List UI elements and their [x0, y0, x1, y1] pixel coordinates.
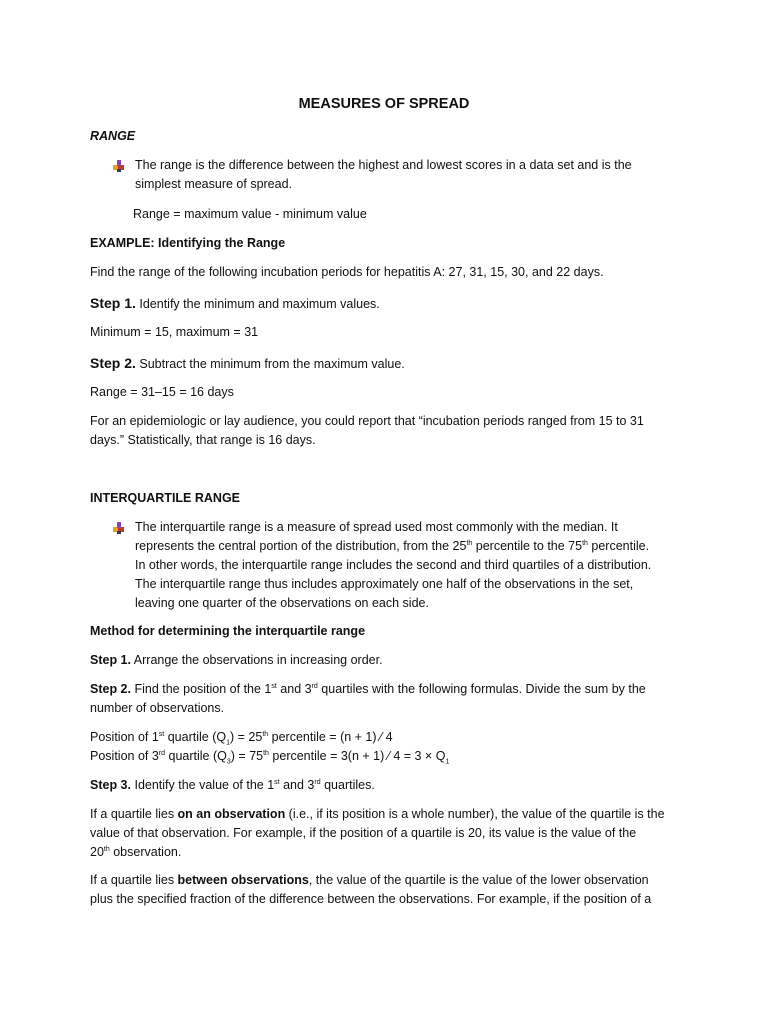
- range-definition: The range is the difference between the highest and lowest scores in a data set and is the simplest measure of spread.: [135, 158, 632, 191]
- method-heading: Method for determining the interquartile range: [90, 624, 366, 638]
- q3-formula: Position of 3rd quartile $(Q_3) = 75th$ percentile = 3(n + 1) ⁄ $4 = 3 \times Q_1$: [90, 749, 450, 766]
- bullet-icon: [112, 521, 126, 535]
- range-formula: Range = maximum value - minimum value: [133, 207, 367, 221]
- quartile-formulas: [90, 728, 690, 766]
- iqr-heading: INTERQUARTILE RANGE: [90, 491, 240, 505]
- between-observations-paragraph: If a quartile lies between observations, the value of the quartile is the value of the lower observation plus the specified fraction of the difference between the observations. For example, if the position of a: [90, 873, 652, 906]
- iqr-step-1: Step 1. Arrange the observations in increasing order.: [90, 653, 383, 667]
- range-heading: RANGE: [90, 129, 136, 143]
- q1-formula: Position of 1st quartile $(Q_1) = 25th$ percentile = (n + 1) ⁄ 4: [90, 730, 393, 747]
- example-heading: EXAMPLE: Identifying the Range: [90, 236, 286, 250]
- iqr-step-3: Step 3. Identify the value of the 1st and 3rd quartiles.: [90, 778, 375, 792]
- iqr-definition: The interquartile range is a measure of spread used most commonly with the median. It represents the central portion of the distribution, from the 25th percentile to the 75th percentile. In other words, the interquartile range includes the second and third quartiles of a distribution. The interquartile range thus includes approximately one half of the observations in the set, leaving one quarter of the observations on each side.: [135, 520, 652, 610]
- bullet-icon: [112, 159, 126, 173]
- on-observation-paragraph: If a quartile lies on an observation (i.e., if its position is a whole number), the value of the quartile is the value of that observation. For example, if the position of a quartile is 20, its value is the value of the 20th observation.: [90, 807, 665, 859]
- range-epi-note: For an epidemiologic or lay audience, you could report that “incubation periods ranged from 15 to 31 days.” Statistically, that range is 16 days.: [90, 414, 644, 447]
- page-title: MEASURES OF SPREAD: [298, 96, 470, 112]
- range-minmax: Minimum = 15, maximum = 31: [90, 325, 259, 339]
- range-step-1: Step 1. Identify the minimum and maximum values.: [90, 295, 380, 311]
- range-step-2: Step 2. Subtract the minimum from the maximum value.: [90, 355, 405, 371]
- iqr-step-2: Step 2. Find the position of the 1st and 3rd quartiles with the following formulas. Divide the sum by the number of observations.: [90, 682, 646, 715]
- example-problem: Find the range of the following incubation periods for hepatitis A: 27, 31, 15, 30, and 22 days.: [90, 265, 604, 279]
- range-result: Range = 31–15 = 16 days: [90, 385, 234, 399]
